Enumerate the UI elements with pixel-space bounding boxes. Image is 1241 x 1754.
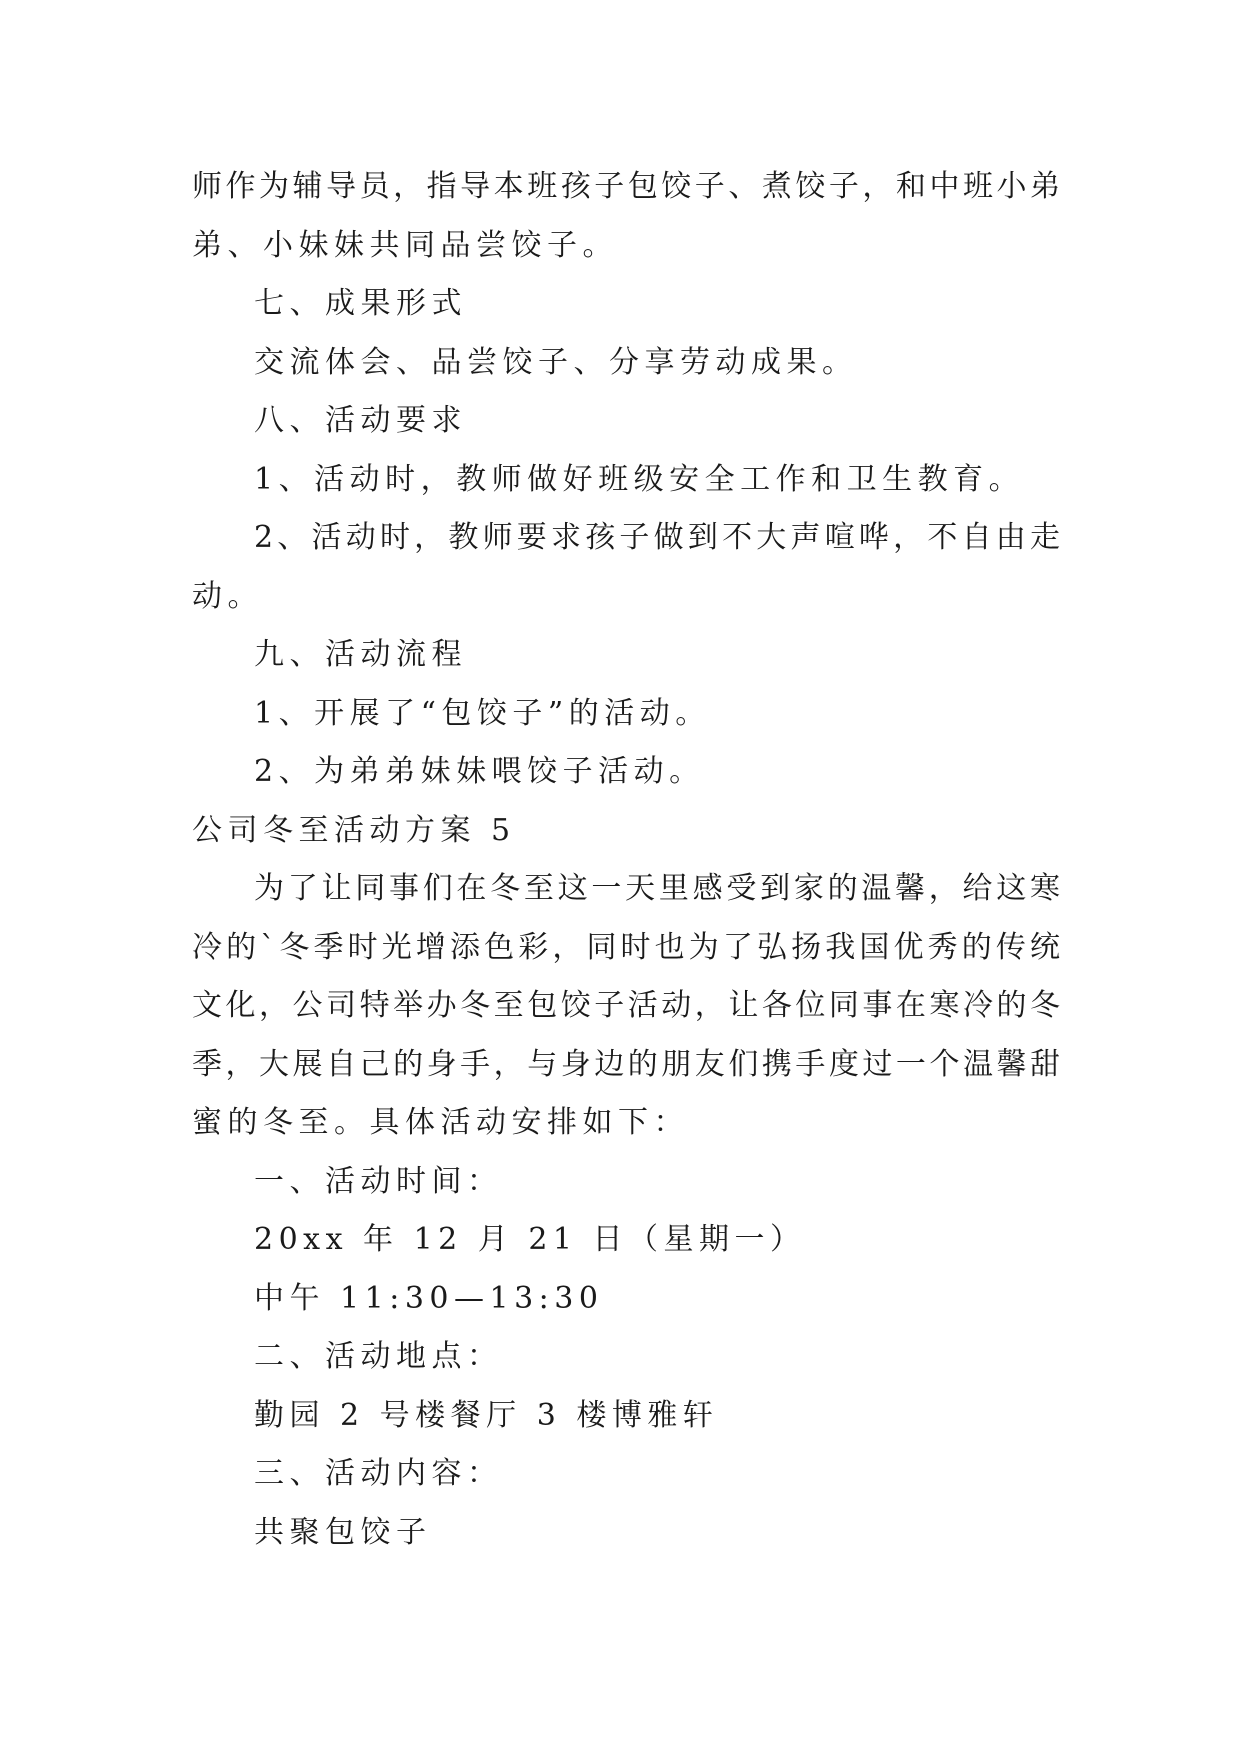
text-line: 弟、小妹妹共同品尝饺子。 bbox=[192, 227, 618, 263]
text-line: 动。 bbox=[192, 578, 263, 614]
text-line: 1、开展了“包饺子”的活动。 bbox=[254, 695, 711, 731]
text-line: 勤园 2 号楼餐厅 3 楼博雅轩 bbox=[254, 1397, 719, 1433]
text-line: 中午 11:30—13:30 bbox=[254, 1280, 604, 1316]
text-line: 二、活动地点： bbox=[254, 1339, 503, 1374]
text-line: 2、为弟弟妹妹喂饺子活动。 bbox=[254, 754, 705, 789]
text-line: 八、活动要求 bbox=[254, 403, 467, 438]
text-line: 师作为辅导员，指导本班孩子包饺子、煮饺子，和中班小弟 bbox=[192, 169, 1060, 204]
text-line: 一、活动时间： bbox=[254, 1163, 503, 1199]
text-line: 九、活动流程 bbox=[254, 637, 467, 672]
text-line: 1、活动时，教师做好班级安全工作和卫生教育。 bbox=[254, 461, 1025, 497]
text-line: 七、成果形式 bbox=[254, 286, 467, 321]
text-line: 公司冬至活动方案 5 bbox=[192, 812, 516, 848]
text-line: 文化，公司特举办冬至包饺子活动，让各位同事在寒冷的冬 bbox=[192, 988, 1060, 1023]
text-line: 蜜的冬至。具体活动安排如下： bbox=[192, 1105, 689, 1140]
document-body bbox=[192, 158, 1060, 1562]
text-line: 共聚包饺子 bbox=[254, 1514, 432, 1550]
text-line: 三、活动内容： bbox=[254, 1456, 503, 1491]
text-line: 2、活动时，教师要求孩子做到不大声喧哗，不自由走 bbox=[254, 520, 1060, 555]
text-line: 季，大展自己的身手，与身边的朋友们携手度过一个温馨甜 bbox=[192, 1046, 1060, 1082]
text-line: 20xx 年 12 月 21 日（星期一） bbox=[254, 1222, 806, 1257]
text-line: 冷的`冬季时光增添色彩，同时也为了弘扬我国优秀的传统 bbox=[192, 929, 1060, 965]
text-line: 为了让同事们在冬至这一天里感受到家的温馨，给这寒 bbox=[254, 871, 1060, 906]
text-line: 交流体会、品尝饺子、分享劳动成果。 bbox=[254, 344, 858, 380]
